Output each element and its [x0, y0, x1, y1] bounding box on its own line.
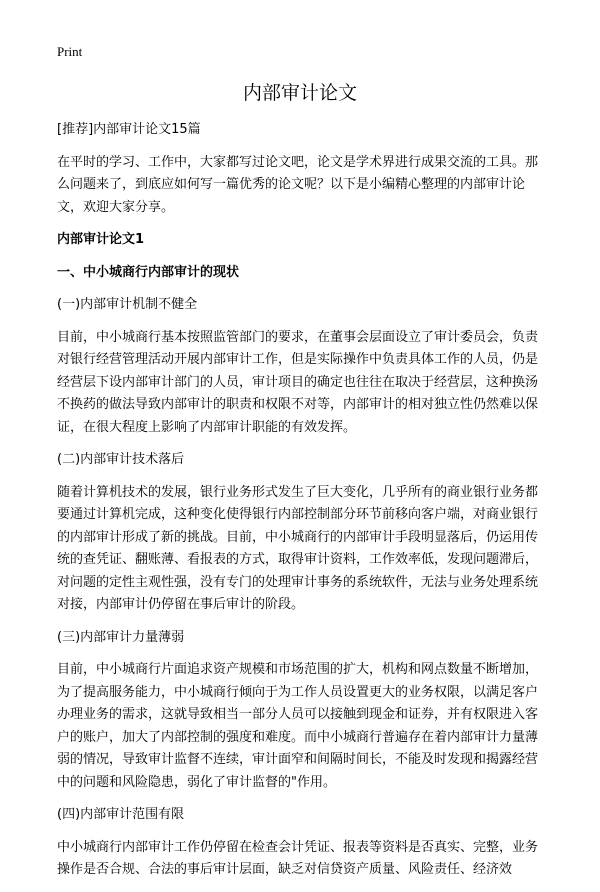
page-title: 内部审计论文 [242, 82, 357, 104]
section-heading: 一、中小城商行内部审计的现状 [57, 264, 240, 280]
subsection-paragraph: 目前，中小城商行基本按照监管部门的要求，在董事会层面设立了审计委员会，负责对银行经营管理活动开展内部审计工作，但是实际操作中负责具体工作的人员，仍是经营层下设内部审计部门的人员，审计项目的确定也往往在取决于经营层，这种换汤不换药的做法导致内部审计的职责和权限不对等，内部审计的相对独立性仍然难以保证，在很大程度上影响了内部审计职能的有效发挥。 [57, 329, 539, 435]
print-link[interactable]: Print [57, 44, 83, 59]
subsection-heading: (三)内部审计力量薄弱 [57, 629, 185, 645]
subsection-heading: (一)内部审计机制不健全 [57, 297, 198, 312]
recommend-line: [推荐]内部审计论文15篇 [57, 122, 201, 137]
subsection-heading: (二)内部审计技术落后 [57, 452, 185, 467]
subsection-paragraph: 目前，中小城商行片面追求资产规模和市场范围的扩大，机构和网点数量不断增加，为了提高服务能力，中小城商行倾向于为工作人员设置更大的业务权限，以满足客户办理业务的需求，这就导致相当一部分人员可以接触到现金和证券，并有权限进入客户的账户，加大了内部控制的强度和难度。而中小城商行普遍存在着内部审计力量薄弱的情况，导致审计监督不连续，审计面窄和间隔时间长，不能及时发现和揭露经营中的问题和风险隐患，弱化了审计监督的"作用。 [57, 662, 539, 790]
document-body [57, 119, 547, 892]
subsection-paragraph: 随着计算机技术的发展，银行业务形式发生了巨大变化，几乎所有的商业银行业务都要通过计算机完成，这种变化使得银行内部控制部分环节前移向客户端，对商业银行的内部审计形成了新的挑战。目前，中小城商行的内部审计手段明显落后，仍运用传统的查凭证、翻账薄、看报表的方式，取得审计资料，工作效率低，发现问题滞后，对问题的定性主观性强，没有专门的处理审计事务的系统软件，无法与业务处理系统对接，内部审计仍停留在事后审计的阶段。 [57, 484, 539, 612]
document-heading: 内部审计论文1 [57, 232, 145, 247]
intro-paragraph: 在平时的学习、工作中，大家都写过论文吧，论文是学术界进行成果交流的工具。那么问题来了，到底应如何写一篇优秀的论文呢？以下是小编精心整理的内部审计论文，欢迎大家分享。 [57, 154, 539, 215]
subsection-heading: (四)内部审计范围有限 [57, 807, 185, 822]
subsection-paragraph: 中小城商行内部审计工作仍停留在检查会计凭证、报表等资料是否真实、完整，业务操作是否合规、合法的事后审计层面，缺乏对信贷资产质量、风险责任、经济效 [57, 839, 539, 877]
